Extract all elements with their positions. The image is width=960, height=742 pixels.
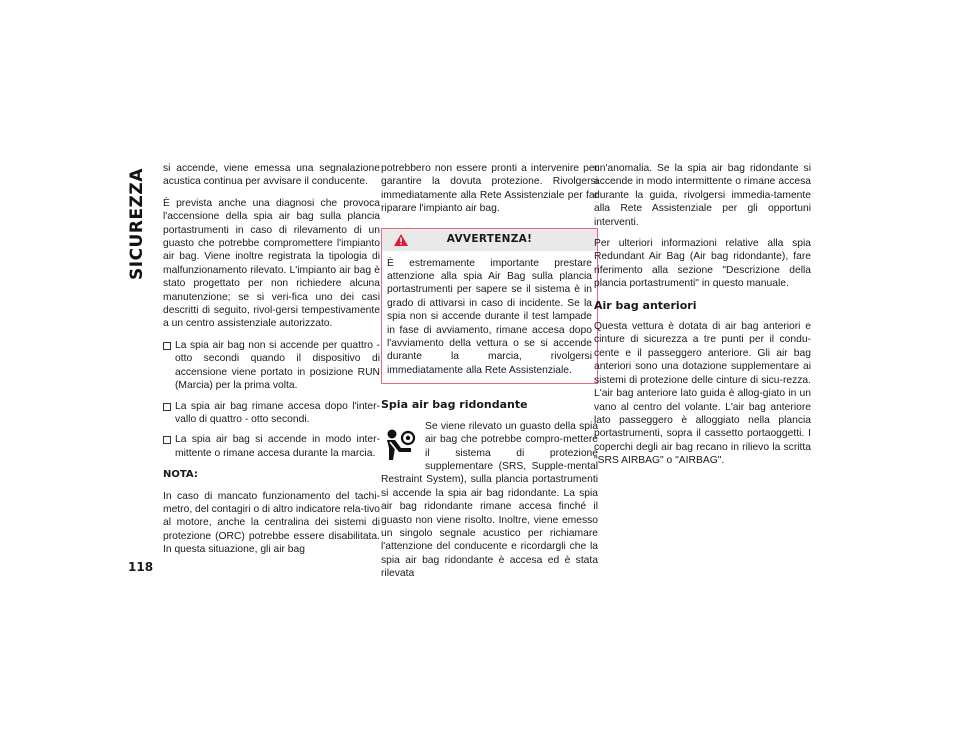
- section-heading: Air bag anteriori: [594, 298, 697, 312]
- paragraph: È prevista anche una diagnosi che provoca l'accensione della spia air bag sulla plancia portastrumenti in caso di rilevamento di un guasto che potrebbe compromettere l'impianto air bag. Viene inoltre registrata la tipologia di malfunzionamento rilevato. L'impianto air bag è stato progettato per non richiedere alcuna manutenzione; se si veri-fica uno dei casi descritti di seguito, rivol-gersi tempestivamente a un centro assistenziale autorizzato.: [163, 197, 380, 330]
- column-2: [381, 162, 598, 589]
- warning-header: [382, 229, 597, 251]
- section-heading: Spia air bag ridondante: [381, 398, 528, 412]
- column-1: [163, 162, 380, 565]
- paragraph: si accende, viene emessa una segnalazione acustica continua per avvisare il conducente.: [163, 163, 380, 188]
- warning-box: [381, 228, 598, 385]
- airbag-warning-icon: [381, 424, 419, 468]
- checkbox-bullet-icon: [163, 403, 171, 411]
- section-label: SICUREZZA: [127, 168, 147, 280]
- warning-text: È estremamente importante prestare attenzione alla spia Air Bag sulla plancia portastrumenti per sapere se il sistema è in grado di attivarsi in caso di incidente. Se la spia non si accende durante il test lampade in fase di avviamento, rimane accesa dopo l'avviamento della vettura o se si accende durante la marcia, rivolgersi immediatamente alla Rete Assistenziale.: [387, 257, 592, 376]
- bullet-list: [163, 339, 380, 460]
- paragraph: potrebbero non essere pronti a intervenire per garantire la dovuta protezione. Rivolgersi immediatamente alla Rete Assistenziale per far riparare l'impianto air bag.: [381, 163, 598, 215]
- column-3: [594, 162, 811, 476]
- paragraph: Se viene rilevato un guasto della spia air bag che potrebbe compro-mettere il sistema di protezione supplementare (SRS, Supple-mental Restraint System), sulla plancia portastrumenti si accende la spia air bag ridondante. La spia air bag ridondante rimane accesa finché il guasto non viene risolto. Inoltre, viene emesso un singolo segnale acustico per richiamare l'attenzione del conducente e ricordargli che la spia air bag ridondante è accesa ed è stata rilevata: [381, 420, 598, 580]
- page-number: 118: [128, 560, 154, 574]
- warning-title: AVVERTENZA!: [446, 232, 533, 245]
- note-heading: NOTA:: [163, 469, 198, 481]
- list-item: La spia air bag rimane accesa dopo l'inter-vallo di quattro - otto secondi.: [163, 400, 380, 427]
- checkbox-bullet-icon: [163, 342, 171, 350]
- paragraph: un'anomalia. Se la spia air bag ridondante si accende in modo intermittente o rimane accesa durante la guida, rivolgersi immedia-tamente alla Rete Assistenziale per gli opportuni interventi.: [594, 163, 811, 228]
- warning-triangle-icon: [394, 234, 408, 246]
- list-item: La spia air bag si accende in modo inter-mittente o rimane accesa durante la marcia.: [163, 433, 380, 460]
- note-text: In caso di mancato funzionamento del tachi-metro, del contagiri o di altro indicatore rela-tivo al motore, anche la centralina dei sistemi di protezione (ORC) potrebbe essere disabilitata. In questa situazione, gli air bag: [163, 490, 380, 556]
- paragraph: Per ulteriori informazioni relative alla spia Redundant Air Bag (Air bag ridondante), fare riferimento alla sezione "Descrizione della plancia portastrumenti" in questo manuale.: [594, 238, 811, 290]
- checkbox-bullet-icon: [163, 436, 171, 444]
- paragraph: Questa vettura è dotata di air bag anteriori e cinture di sicurezza a tre punti per il condu-cente e il passeggero anteriore. Gli air bag anteriori sono una dotazione supplementare ai sistemi di protezione delle cinture di sicu-rezza. L'air bag anteriore lato guida è allog-giato in un vano al centro del volante. L'air bag anteriore lato passeggero è alloggiato nella plancia portastrumenti, sopra il cassetto portaoggetti. I coperchi degli air bag recano in rilievo la scritta "SRS AIRBAG" o "AIRBAG".: [594, 321, 811, 467]
- list-item: La spia air bag non si accende per quattro - otto secondi quando il dispositivo di accensione viene portato in posizione RUN (Marcia) per la prima volta.: [163, 339, 380, 393]
